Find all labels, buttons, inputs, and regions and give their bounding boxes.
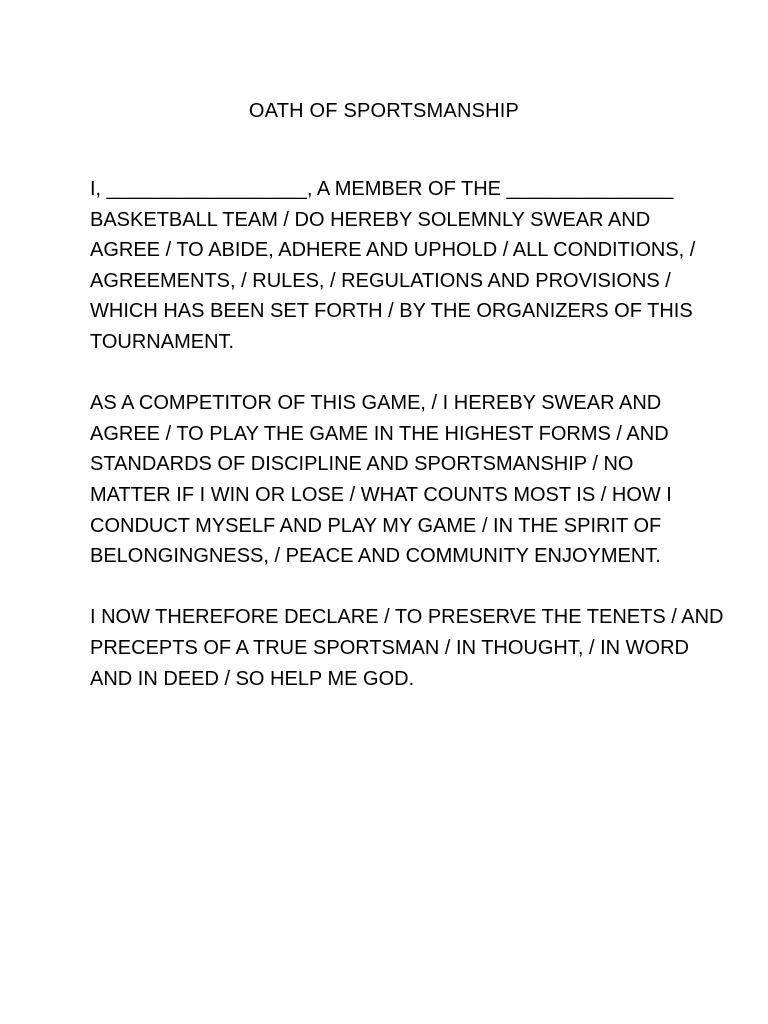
paragraph-line: BELONGINGNESS, / PEACE AND COMMUNITY ENJOYMENT. bbox=[90, 545, 661, 568]
paragraph-line: CONDUCT MYSELF AND PLAY MY GAME / IN THE SPIRIT OF bbox=[90, 514, 662, 537]
paragraph-line: AND IN DEED / SO HELP ME GOD. bbox=[90, 667, 415, 690]
paragraph-line: AGREEMENTS, / RULES, / REGULATIONS AND PROVISIONS / bbox=[90, 269, 671, 292]
paragraph-line: PRECEPTS OF A TRUE SPORTSMAN / IN THOUGHT, / IN WORD bbox=[90, 636, 689, 659]
paragraph-line: BASKETBALL TEAM / DO HEREBY SOLEMNLY SWEAR AND bbox=[90, 208, 651, 231]
paragraph-declaration bbox=[90, 602, 724, 694]
paragraph-line: WHICH HAS BEEN SET FORTH / BY THE ORGANIZERS OF THIS bbox=[90, 300, 693, 323]
paragraph-line: AGREE / TO ABIDE, ADHERE AND UPHOLD / ALL CONDITIONS, / bbox=[90, 239, 696, 262]
paragraph-line: I NOW THEREFORE DECLARE / TO PRESERVE THE TENETS / AND bbox=[90, 606, 724, 629]
document-body bbox=[90, 174, 724, 725]
paragraph-line: MATTER IF I WIN OR LOSE / WHAT COUNTS MOST IS / HOW I bbox=[90, 483, 672, 506]
paragraph-competitor bbox=[90, 388, 690, 572]
paragraph-line: AS A COMPETITOR OF THIS GAME, / I HEREBY SWEAR AND bbox=[90, 392, 662, 415]
paragraph-line: I, __________________, A MEMBER OF THE _______________ bbox=[90, 178, 674, 200]
paragraph-membership bbox=[90, 174, 696, 358]
paragraph-line: TOURNAMENT. bbox=[90, 330, 235, 353]
document-title: OATH OF SPORTSMANSHIP bbox=[248, 100, 520, 122]
paragraph-line: AGREE / TO PLAY THE GAME IN THE HIGHEST FORMS / AND bbox=[90, 422, 669, 445]
paragraph-line: STANDARDS OF DISCIPLINE AND SPORTSMANSHIP / NO bbox=[90, 453, 634, 476]
